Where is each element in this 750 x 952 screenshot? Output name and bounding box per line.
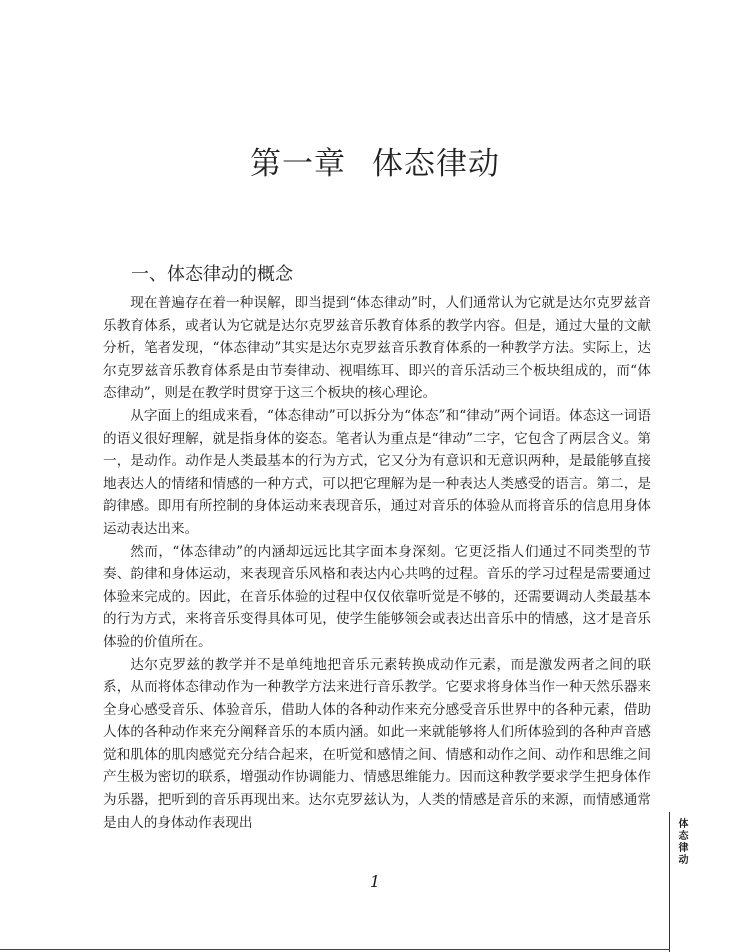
side-chapter-tab: 体态律动 xyxy=(676,818,687,866)
section-heading: 一、体态律动的概念 xyxy=(131,264,293,285)
paragraph-2: 从字面上的组成来看，“体态律动”可以拆分为“体态”和“律动”两个词语。体态这一词语的语义很好理解，就是指身体的姿态。笔者认为重点是“律动”二字，它包含了两层含义。第一，是动作。动作是人类最基本的行为方式，它又分为有意识和无意识两种，是最能够直接地表达人的情绪和情感的一种方式，可以把它理解为是一种表达人类感受的语言。第二，是韵律感。即用有所控制的身体运动来表现音乐，通过对音乐的体验从而将音乐的信息用身体运动表达出来。 xyxy=(103,407,651,537)
page-number: 1 xyxy=(369,872,381,891)
chapter-title xyxy=(0,138,750,183)
side-divider xyxy=(669,812,670,952)
paragraph-4: 达尔克罗兹的教学并不是单纯地把音乐元素转换成动作元素，而是激发两者之间的联系，从而将体态律动作为一种教学方法来进行音乐教学。它要求将身体当作一种天然乐器来全身心感受音乐、体验音乐，借助人体的各种动作来充分感受音乐世界中的各种元素，借助人体的各种动作来充分阐释音乐的本质内涵。如此一来就能够将人们所体验到的各种声音感觉和肌体的肌肉感觉充分结合起来，在听觉和感情之间、情感和动作之间、动作和思维之间产生极为密切的联系，增强动作协调能力、情感思维能力。因而这种教学要求学生把身体作为乐器，把听到的音乐再现出来。达尔克罗兹认为，人类的情感是音乐的来源，而情感通常是由人的身体动作表现出 xyxy=(103,656,651,831)
body-text xyxy=(103,292,651,834)
paragraph-3: 然而，“体态律动”的内涵却远远比其字面本身深刻。它更泛指人们通过不同类型的节奏、韵律和身体运动，来表现音乐风格和表达内心共鸣的过程。音乐的学习过程是需要通过体验来完成的。因此，在音乐体验的过程中仅仅依靠听觉是不够的，还需要调动人类最基本的行为方式，来将音乐变得具体可见，使学生能够领会或表达出音乐中的情感，这才是音乐体验的价值所在。 xyxy=(103,543,651,650)
chapter-number: 第一章 xyxy=(250,146,346,182)
chapter-title-text: 体态律动 xyxy=(372,146,500,182)
paragraph-1: 现在普遍存在着一种误解，即当提到“体态律动”时，人们通常认为它就是达尔克罗兹音乐教育体系，或者认为它就是达尔克罗兹音乐教育体系的教学内容。但是，通过大量的文献分析，笔者发现，“体态律动”其实是达尔克罗兹音乐教育体系的一种教学方法。实际上，达尔克罗兹音乐教育体系是由节奏律动、视唱练耳、即兴的音乐活动三个板块组成的，而“体态律动”，则是在教学时贯穿于这三个板块的核心理论。 xyxy=(103,295,651,402)
bottom-divider xyxy=(0,949,670,950)
